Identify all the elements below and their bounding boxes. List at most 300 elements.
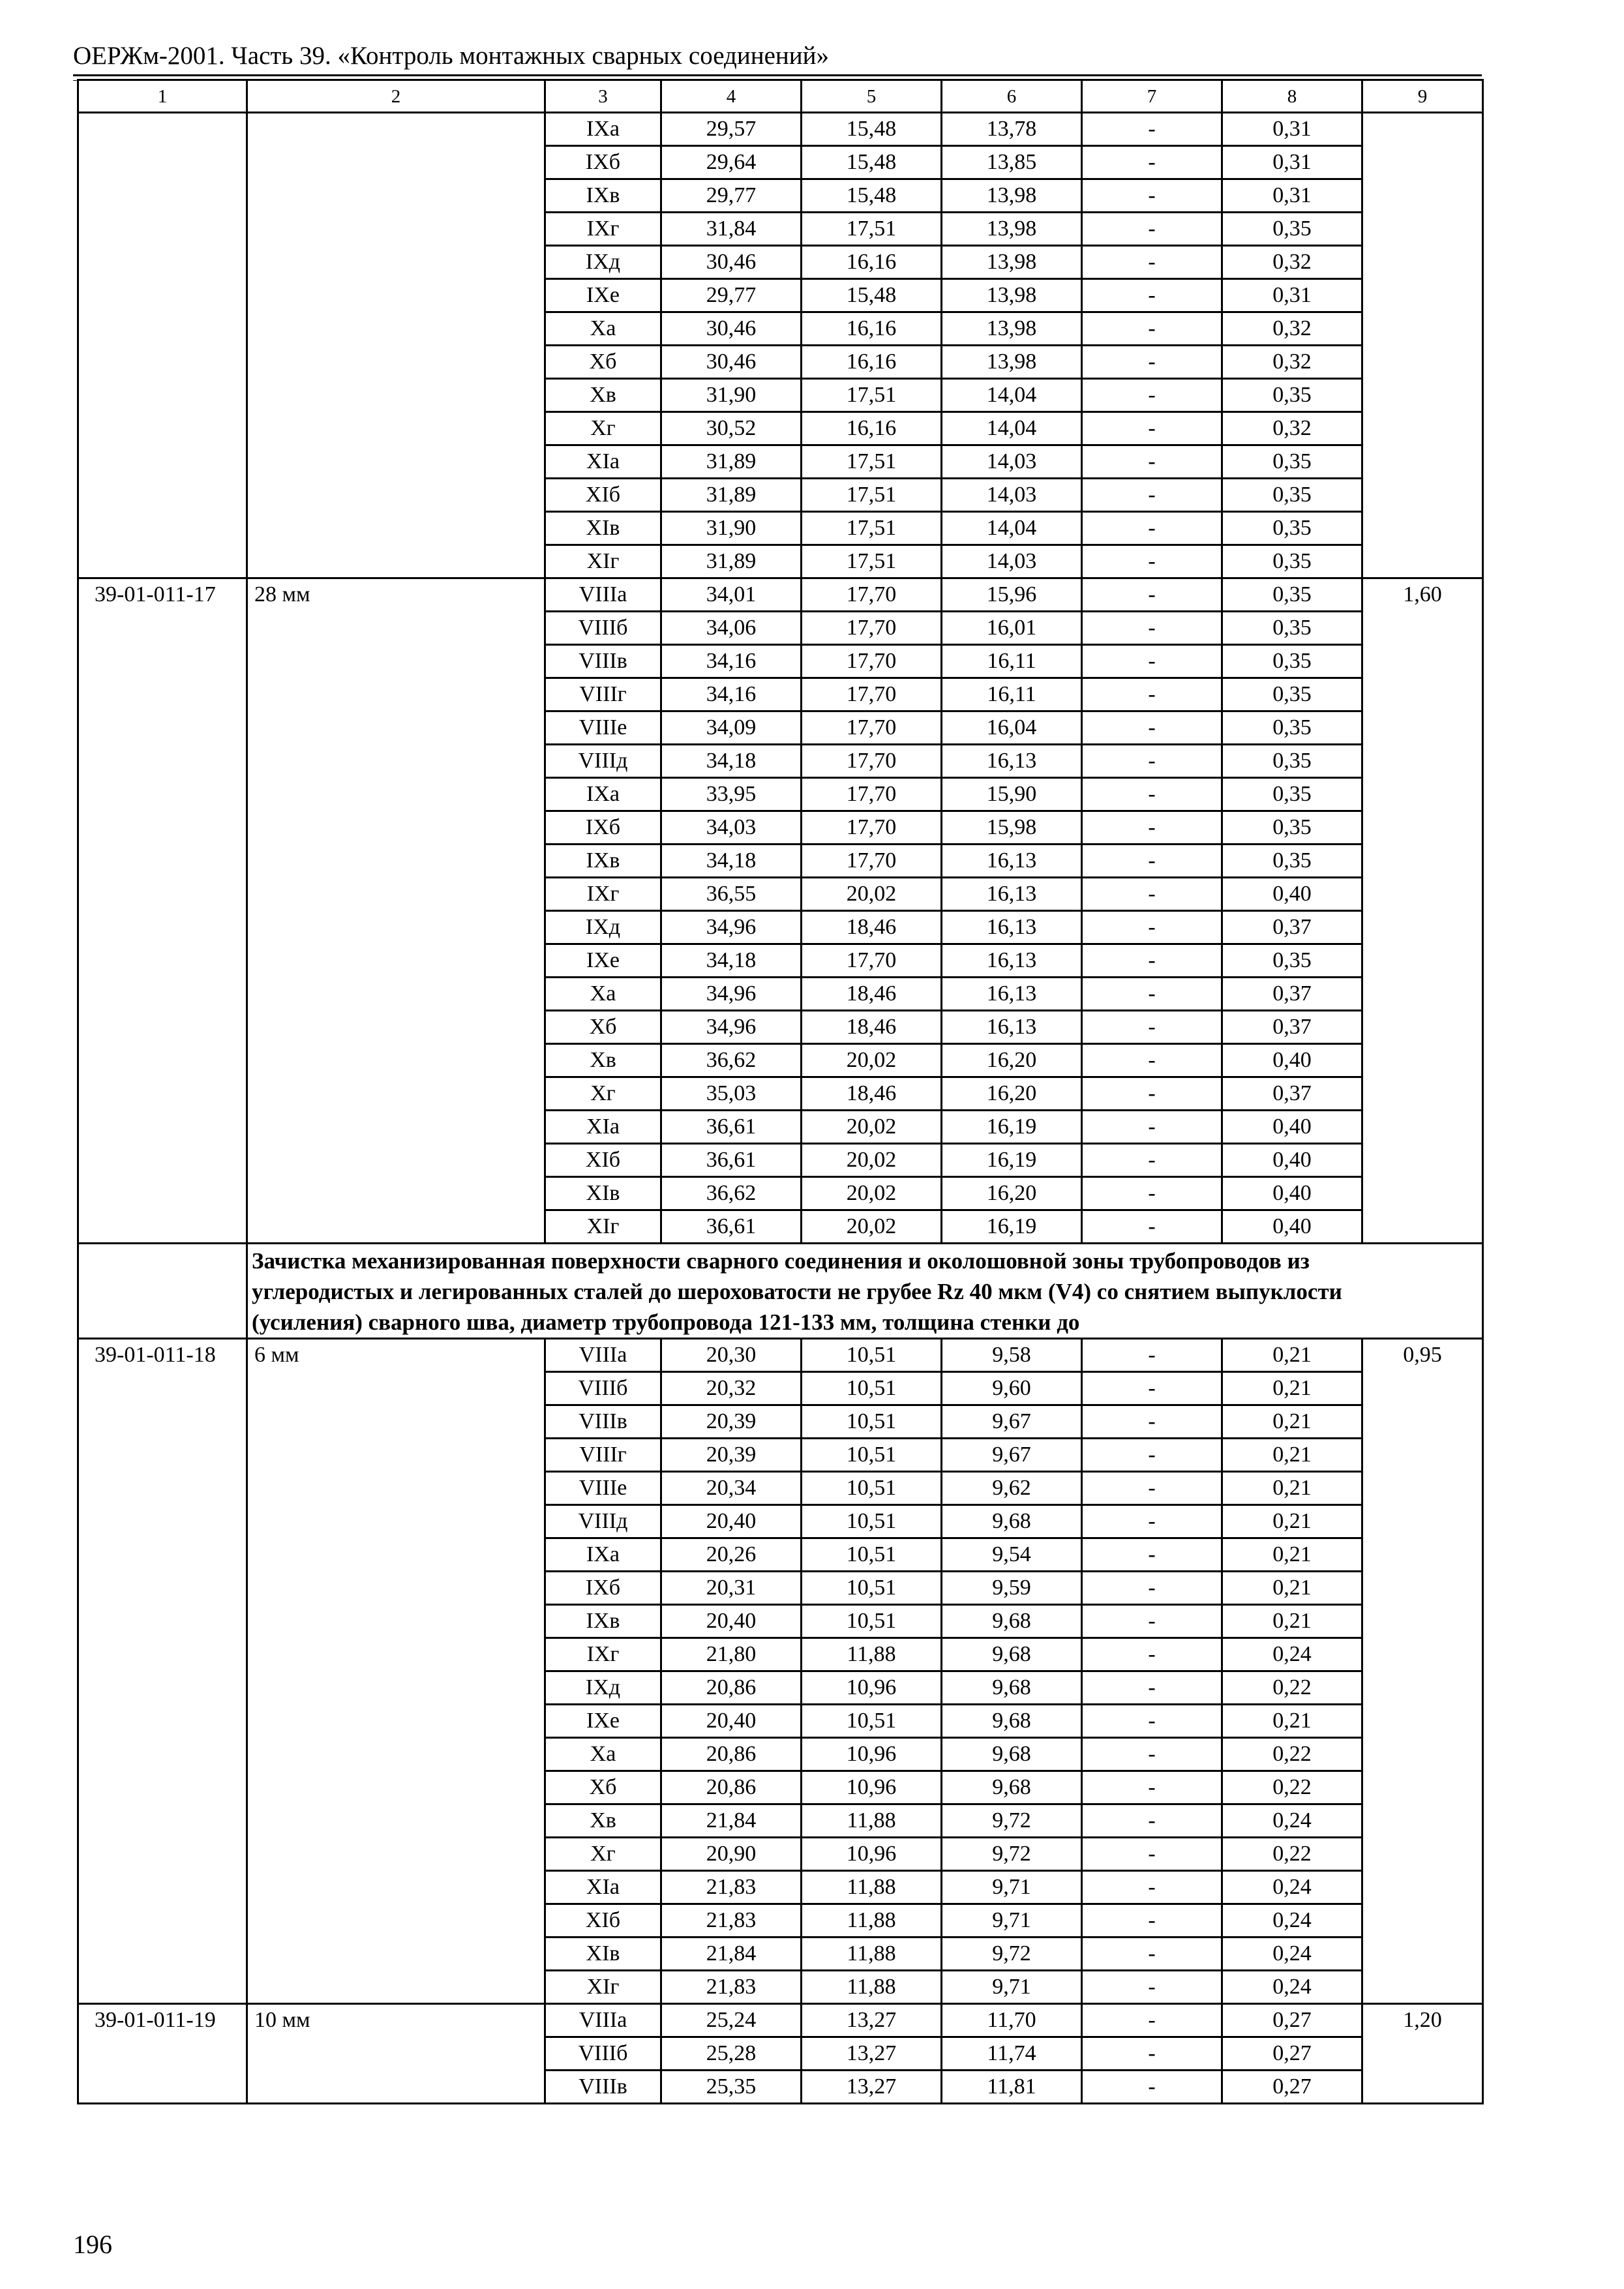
total-cost-cell: 34,96 [661, 911, 802, 944]
materials-cell: 0,21 [1222, 1472, 1362, 1505]
region-cell: VIIIе [545, 711, 661, 745]
labor-cost-cell: 16,16 [802, 312, 942, 346]
total-cost-cell: 20,40 [661, 1705, 802, 1738]
norm-code: 39-01-011-18 [78, 1339, 247, 2004]
machines-cell: 15,90 [942, 778, 1082, 811]
labor-cost-cell: 13,27 [802, 2071, 942, 2104]
section-title-row [78, 1244, 1483, 1339]
materials-cell: 0,32 [1222, 312, 1362, 346]
table-row [78, 1339, 1483, 1372]
labor-cost-cell: 20,02 [802, 1144, 942, 1177]
materials-cell: 0,24 [1222, 1971, 1362, 2004]
total-cost-cell: 20,40 [661, 1505, 802, 1538]
materials-cell: 0,35 [1222, 612, 1362, 645]
driver-wage-cell: - [1082, 445, 1222, 479]
driver-wage-cell: - [1082, 1439, 1222, 1472]
machines-cell: 9,60 [942, 1372, 1082, 1405]
materials-cell: 0,37 [1222, 911, 1362, 944]
region-cell: IXг [545, 1638, 661, 1671]
materials-cell: 0,35 [1222, 944, 1362, 978]
driver-wage-cell: - [1082, 1971, 1222, 2004]
machines-cell: 13,78 [942, 113, 1082, 146]
machines-cell: 9,62 [942, 1472, 1082, 1505]
materials-cell: 0,22 [1222, 1738, 1362, 1771]
materials-cell: 0,24 [1222, 1638, 1362, 1671]
region-cell: Xа [545, 1738, 661, 1771]
driver-wage-cell: - [1082, 379, 1222, 412]
total-cost-cell: 21,84 [661, 1804, 802, 1838]
machines-cell: 13,98 [942, 213, 1082, 246]
labor-cost-cell: 17,70 [802, 645, 942, 678]
materials-cell: 0,35 [1222, 578, 1362, 612]
machines-cell: 9,67 [942, 1439, 1082, 1472]
region-cell: XIа [545, 1871, 661, 1904]
document-title: ОЕРЖм-2001. Часть 39. «Контроль монтажных сварных соединений» [73, 42, 829, 70]
norm-code [78, 113, 247, 578]
labor-cost-cell: 11,88 [802, 1638, 942, 1671]
column-number: 9 [1362, 80, 1483, 113]
total-cost-cell: 20,40 [661, 1605, 802, 1638]
machines-cell: 9,71 [942, 1904, 1082, 1937]
machines-cell: 16,13 [942, 878, 1082, 911]
driver-wage-cell: - [1082, 2004, 1222, 2037]
region-cell: VIIIб [545, 1372, 661, 1405]
coefficient: 1,20 [1362, 2004, 1483, 2104]
materials-cell: 0,21 [1222, 1439, 1362, 1472]
materials-cell: 0,35 [1222, 445, 1362, 479]
machines-cell: 16,04 [942, 711, 1082, 745]
machines-cell: 9,68 [942, 1738, 1082, 1771]
labor-cost-cell: 20,02 [802, 1210, 942, 1244]
region-cell: VIIIб [545, 612, 661, 645]
total-cost-cell: 34,96 [661, 1011, 802, 1044]
driver-wage-cell: - [1082, 1605, 1222, 1638]
labor-cost-cell: 17,70 [802, 711, 942, 745]
materials-cell: 0,31 [1222, 113, 1362, 146]
labor-cost-cell: 11,88 [802, 1971, 942, 2004]
labor-cost-cell: 13,27 [802, 2037, 942, 2071]
driver-wage-cell: - [1082, 711, 1222, 745]
total-cost-cell: 34,06 [661, 612, 802, 645]
driver-wage-cell: - [1082, 1144, 1222, 1177]
labor-cost-cell: 17,70 [802, 944, 942, 978]
labor-cost-cell: 15,48 [802, 279, 942, 312]
total-cost-cell: 21,83 [661, 1904, 802, 1937]
machines-cell: 9,72 [942, 1804, 1082, 1838]
driver-wage-cell: - [1082, 578, 1222, 612]
driver-wage-cell: - [1082, 1077, 1222, 1111]
region-cell: XIв [545, 1177, 661, 1210]
total-cost-cell: 20,31 [661, 1572, 802, 1605]
column-number: 7 [1082, 80, 1222, 113]
labor-cost-cell: 13,27 [802, 2004, 942, 2037]
total-cost-cell: 30,46 [661, 346, 802, 379]
materials-cell: 0,35 [1222, 645, 1362, 678]
norms-table [77, 79, 1484, 2104]
total-cost-cell: 36,61 [661, 1210, 802, 1244]
labor-cost-cell: 20,02 [802, 878, 942, 911]
labor-cost-cell: 11,88 [802, 1904, 942, 1937]
driver-wage-cell: - [1082, 1638, 1222, 1671]
driver-wage-cell: - [1082, 1705, 1222, 1738]
total-cost-cell: 29,77 [661, 279, 802, 312]
machines-cell: 16,19 [942, 1144, 1082, 1177]
region-cell: Xв [545, 379, 661, 412]
materials-cell: 0,22 [1222, 1771, 1362, 1804]
total-cost-cell: 29,77 [661, 179, 802, 213]
machines-cell: 9,68 [942, 1771, 1082, 1804]
page-header [73, 40, 1482, 81]
labor-cost-cell: 17,70 [802, 612, 942, 645]
labor-cost-cell: 10,51 [802, 1372, 942, 1405]
machines-cell: 9,59 [942, 1572, 1082, 1605]
materials-cell: 0,35 [1222, 545, 1362, 578]
driver-wage-cell: - [1082, 944, 1222, 978]
driver-wage-cell: - [1082, 645, 1222, 678]
machines-cell: 16,13 [942, 911, 1082, 944]
labor-cost-cell: 20,02 [802, 1044, 942, 1077]
materials-cell: 0,24 [1222, 1871, 1362, 1904]
labor-cost-cell: 16,16 [802, 346, 942, 379]
labor-cost-cell: 15,48 [802, 179, 942, 213]
machines-cell: 14,03 [942, 445, 1082, 479]
materials-cell: 0,24 [1222, 1804, 1362, 1838]
total-cost-cell: 20,39 [661, 1405, 802, 1439]
region-cell: Xг [545, 1077, 661, 1111]
region-cell: IXб [545, 1572, 661, 1605]
driver-wage-cell: - [1082, 1405, 1222, 1439]
total-cost-cell: 36,55 [661, 878, 802, 911]
labor-cost-cell: 17,70 [802, 811, 942, 845]
machines-cell: 16,13 [942, 845, 1082, 878]
machines-cell: 9,71 [942, 1971, 1082, 2004]
materials-cell: 0,35 [1222, 678, 1362, 711]
region-cell: Xг [545, 412, 661, 445]
machines-cell: 9,67 [942, 1405, 1082, 1439]
labor-cost-cell: 11,88 [802, 1871, 942, 1904]
labor-cost-cell: 17,70 [802, 845, 942, 878]
driver-wage-cell: - [1082, 911, 1222, 944]
region-cell: XIв [545, 512, 661, 545]
total-cost-cell: 34,01 [661, 578, 802, 612]
materials-cell: 0,21 [1222, 1339, 1362, 1372]
labor-cost-cell: 10,51 [802, 1472, 942, 1505]
machines-cell: 11,81 [942, 2071, 1082, 2104]
machines-cell: 9,71 [942, 1871, 1082, 1904]
coefficient [1362, 113, 1483, 578]
page-number: 196 [73, 2230, 112, 2259]
materials-cell: 0,40 [1222, 878, 1362, 911]
total-cost-cell: 20,32 [661, 1372, 802, 1405]
driver-wage-cell: - [1082, 878, 1222, 911]
labor-cost-cell: 10,51 [802, 1505, 942, 1538]
total-cost-cell: 36,61 [661, 1111, 802, 1144]
region-cell: IXг [545, 878, 661, 911]
column-number: 3 [545, 80, 661, 113]
materials-cell: 0,35 [1222, 845, 1362, 878]
driver-wage-cell: - [1082, 1538, 1222, 1572]
labor-cost-cell: 10,51 [802, 1572, 942, 1605]
driver-wage-cell: - [1082, 1210, 1222, 1244]
materials-cell: 0,32 [1222, 346, 1362, 379]
driver-wage-cell: - [1082, 479, 1222, 512]
column-number: 8 [1222, 80, 1362, 113]
total-cost-cell: 30,52 [661, 412, 802, 445]
driver-wage-cell: - [1082, 612, 1222, 645]
total-cost-cell: 20,90 [661, 1838, 802, 1871]
materials-cell: 0,40 [1222, 1144, 1362, 1177]
driver-wage-cell: - [1082, 1904, 1222, 1937]
region-cell: VIIIа [545, 2004, 661, 2037]
machines-cell: 13,98 [942, 346, 1082, 379]
materials-cell: 0,24 [1222, 1904, 1362, 1937]
total-cost-cell: 34,18 [661, 745, 802, 778]
machines-cell: 14,04 [942, 512, 1082, 545]
driver-wage-cell: - [1082, 1044, 1222, 1077]
region-cell: Xв [545, 1044, 661, 1077]
region-cell: VIIIа [545, 578, 661, 612]
total-cost-cell: 34,16 [661, 645, 802, 678]
materials-cell: 0,31 [1222, 279, 1362, 312]
total-cost-cell: 31,89 [661, 479, 802, 512]
total-cost-cell: 25,24 [661, 2004, 802, 2037]
column-number-row [78, 80, 1483, 113]
driver-wage-cell: - [1082, 146, 1222, 179]
machines-cell: 16,19 [942, 1111, 1082, 1144]
driver-wage-cell: - [1082, 811, 1222, 845]
driver-wage-cell: - [1082, 545, 1222, 578]
wall-thickness: 28 мм [247, 578, 545, 1244]
driver-wage-cell: - [1082, 312, 1222, 346]
driver-wage-cell: - [1082, 2071, 1222, 2104]
materials-cell: 0,40 [1222, 1177, 1362, 1210]
machines-cell: 9,68 [942, 1671, 1082, 1705]
materials-cell: 0,22 [1222, 1838, 1362, 1871]
materials-cell: 0,35 [1222, 778, 1362, 811]
driver-wage-cell: - [1082, 1572, 1222, 1605]
machines-cell: 13,98 [942, 246, 1082, 279]
driver-wage-cell: - [1082, 1871, 1222, 1904]
coefficient: 0,95 [1362, 1339, 1483, 2004]
materials-cell: 0,24 [1222, 1937, 1362, 1971]
region-cell: XIг [545, 1210, 661, 1244]
driver-wage-cell: - [1082, 1339, 1222, 1372]
machines-cell: 13,85 [942, 146, 1082, 179]
region-cell: VIIIв [545, 2071, 661, 2104]
wall-thickness: 10 мм [247, 2004, 545, 2104]
materials-cell: 0,40 [1222, 1111, 1362, 1144]
total-cost-cell: 30,46 [661, 246, 802, 279]
table-row [78, 578, 1483, 612]
machines-cell: 16,13 [942, 745, 1082, 778]
driver-wage-cell: - [1082, 1177, 1222, 1210]
region-cell: XIв [545, 1937, 661, 1971]
region-cell: Xа [545, 978, 661, 1011]
materials-cell: 0,27 [1222, 2037, 1362, 2071]
machines-cell: 15,98 [942, 811, 1082, 845]
materials-cell: 0,27 [1222, 2004, 1362, 2037]
region-cell: Xб [545, 1011, 661, 1044]
wall-thickness [247, 113, 545, 578]
total-cost-cell: 30,46 [661, 312, 802, 346]
labor-cost-cell: 17,70 [802, 778, 942, 811]
region-cell: Xв [545, 1804, 661, 1838]
region-cell: VIIIе [545, 1472, 661, 1505]
labor-cost-cell: 17,70 [802, 578, 942, 612]
total-cost-cell: 31,89 [661, 445, 802, 479]
machines-cell: 9,58 [942, 1339, 1082, 1372]
region-cell: IXа [545, 113, 661, 146]
materials-cell: 0,37 [1222, 1011, 1362, 1044]
total-cost-cell: 20,86 [661, 1671, 802, 1705]
machines-cell: 16,01 [942, 612, 1082, 645]
region-cell: VIIIа [545, 1339, 661, 1372]
machines-cell: 13,98 [942, 179, 1082, 213]
region-cell: VIIIд [545, 1505, 661, 1538]
labor-cost-cell: 17,51 [802, 213, 942, 246]
driver-wage-cell: - [1082, 678, 1222, 711]
machines-cell: 15,96 [942, 578, 1082, 612]
materials-cell: 0,31 [1222, 179, 1362, 213]
total-cost-cell: 36,62 [661, 1044, 802, 1077]
region-cell: IXа [545, 1538, 661, 1572]
machines-cell: 11,74 [942, 2037, 1082, 2071]
machines-cell: 9,72 [942, 1937, 1082, 1971]
total-cost-cell: 34,16 [661, 678, 802, 711]
labor-cost-cell: 20,02 [802, 1177, 942, 1210]
machines-cell: 13,98 [942, 312, 1082, 346]
total-cost-cell: 35,03 [661, 1077, 802, 1111]
region-cell: IXд [545, 1671, 661, 1705]
labor-cost-cell: 10,96 [802, 1838, 942, 1871]
table-row [78, 2004, 1483, 2037]
region-cell: IXд [545, 911, 661, 944]
total-cost-cell: 20,30 [661, 1339, 802, 1372]
materials-cell: 0,27 [1222, 2071, 1362, 2104]
region-cell: VIIIд [545, 745, 661, 778]
region-cell: Xа [545, 312, 661, 346]
section-title-spacer [78, 1244, 247, 1339]
machines-cell: 9,72 [942, 1838, 1082, 1871]
total-cost-cell: 21,84 [661, 1937, 802, 1971]
total-cost-cell: 20,86 [661, 1771, 802, 1804]
machines-cell: 9,68 [942, 1705, 1082, 1738]
labor-cost-cell: 10,96 [802, 1771, 942, 1804]
labor-cost-cell: 16,16 [802, 412, 942, 445]
machines-cell: 16,20 [942, 1177, 1082, 1210]
labor-cost-cell: 10,51 [802, 1439, 942, 1472]
materials-cell: 0,32 [1222, 246, 1362, 279]
total-cost-cell: 34,03 [661, 811, 802, 845]
machines-cell: 16,13 [942, 944, 1082, 978]
region-cell: IXе [545, 944, 661, 978]
column-number: 4 [661, 80, 802, 113]
labor-cost-cell: 16,16 [802, 246, 942, 279]
labor-cost-cell: 17,70 [802, 678, 942, 711]
driver-wage-cell: - [1082, 246, 1222, 279]
coefficient: 1,60 [1362, 578, 1483, 1244]
driver-wage-cell: - [1082, 346, 1222, 379]
materials-cell: 0,35 [1222, 745, 1362, 778]
region-cell: IXг [545, 213, 661, 246]
machines-cell: 16,19 [942, 1210, 1082, 1244]
driver-wage-cell: - [1082, 1671, 1222, 1705]
region-cell: Xб [545, 346, 661, 379]
labor-cost-cell: 10,51 [802, 1538, 942, 1572]
total-cost-cell: 29,57 [661, 113, 802, 146]
region-cell: VIIIг [545, 1439, 661, 1472]
driver-wage-cell: - [1082, 1111, 1222, 1144]
driver-wage-cell: - [1082, 845, 1222, 878]
materials-cell: 0,40 [1222, 1210, 1362, 1244]
total-cost-cell: 21,83 [661, 1871, 802, 1904]
region-cell: VIIIв [545, 1405, 661, 1439]
driver-wage-cell: - [1082, 2037, 1222, 2071]
driver-wage-cell: - [1082, 113, 1222, 146]
driver-wage-cell: - [1082, 778, 1222, 811]
labor-cost-cell: 18,46 [802, 1011, 942, 1044]
total-cost-cell: 34,96 [661, 978, 802, 1011]
driver-wage-cell: - [1082, 1738, 1222, 1771]
labor-cost-cell: 18,46 [802, 978, 942, 1011]
driver-wage-cell: - [1082, 1937, 1222, 1971]
driver-wage-cell: - [1082, 1838, 1222, 1871]
labor-cost-cell: 17,51 [802, 479, 942, 512]
table-row [78, 113, 1483, 146]
labor-cost-cell: 18,46 [802, 911, 942, 944]
region-cell: XIб [545, 1144, 661, 1177]
region-cell: Xг [545, 1838, 661, 1871]
materials-cell: 0,37 [1222, 978, 1362, 1011]
region-cell: IXа [545, 778, 661, 811]
labor-cost-cell: 11,88 [802, 1937, 942, 1971]
total-cost-cell: 31,90 [661, 512, 802, 545]
region-cell: IXб [545, 146, 661, 179]
total-cost-cell: 31,90 [661, 379, 802, 412]
driver-wage-cell: - [1082, 412, 1222, 445]
norm-code: 39-01-011-17 [78, 578, 247, 1244]
total-cost-cell: 20,26 [661, 1538, 802, 1572]
materials-cell: 0,21 [1222, 1505, 1362, 1538]
machines-cell: 9,68 [942, 1605, 1082, 1638]
machines-cell: 16,20 [942, 1077, 1082, 1111]
machines-cell: 14,03 [942, 479, 1082, 512]
labor-cost-cell: 10,51 [802, 1339, 942, 1372]
total-cost-cell: 20,86 [661, 1738, 802, 1771]
driver-wage-cell: - [1082, 1804, 1222, 1838]
driver-wage-cell: - [1082, 1011, 1222, 1044]
region-cell: XIг [545, 1971, 661, 2004]
region-cell: XIа [545, 1111, 661, 1144]
total-cost-cell: 20,34 [661, 1472, 802, 1505]
machines-cell: 14,04 [942, 379, 1082, 412]
region-cell: XIб [545, 1904, 661, 1937]
driver-wage-cell: - [1082, 213, 1222, 246]
driver-wage-cell: - [1082, 512, 1222, 545]
driver-wage-cell: - [1082, 1372, 1222, 1405]
total-cost-cell: 31,84 [661, 213, 802, 246]
region-cell: IXе [545, 279, 661, 312]
column-number: 6 [942, 80, 1082, 113]
total-cost-cell: 33,95 [661, 778, 802, 811]
region-cell: IXв [545, 1605, 661, 1638]
machines-cell: 9,68 [942, 1638, 1082, 1671]
labor-cost-cell: 17,70 [802, 745, 942, 778]
materials-cell: 0,35 [1222, 479, 1362, 512]
norm-code: 39-01-011-19 [78, 2004, 247, 2104]
machines-cell: 16,11 [942, 678, 1082, 711]
labor-cost-cell: 17,51 [802, 379, 942, 412]
